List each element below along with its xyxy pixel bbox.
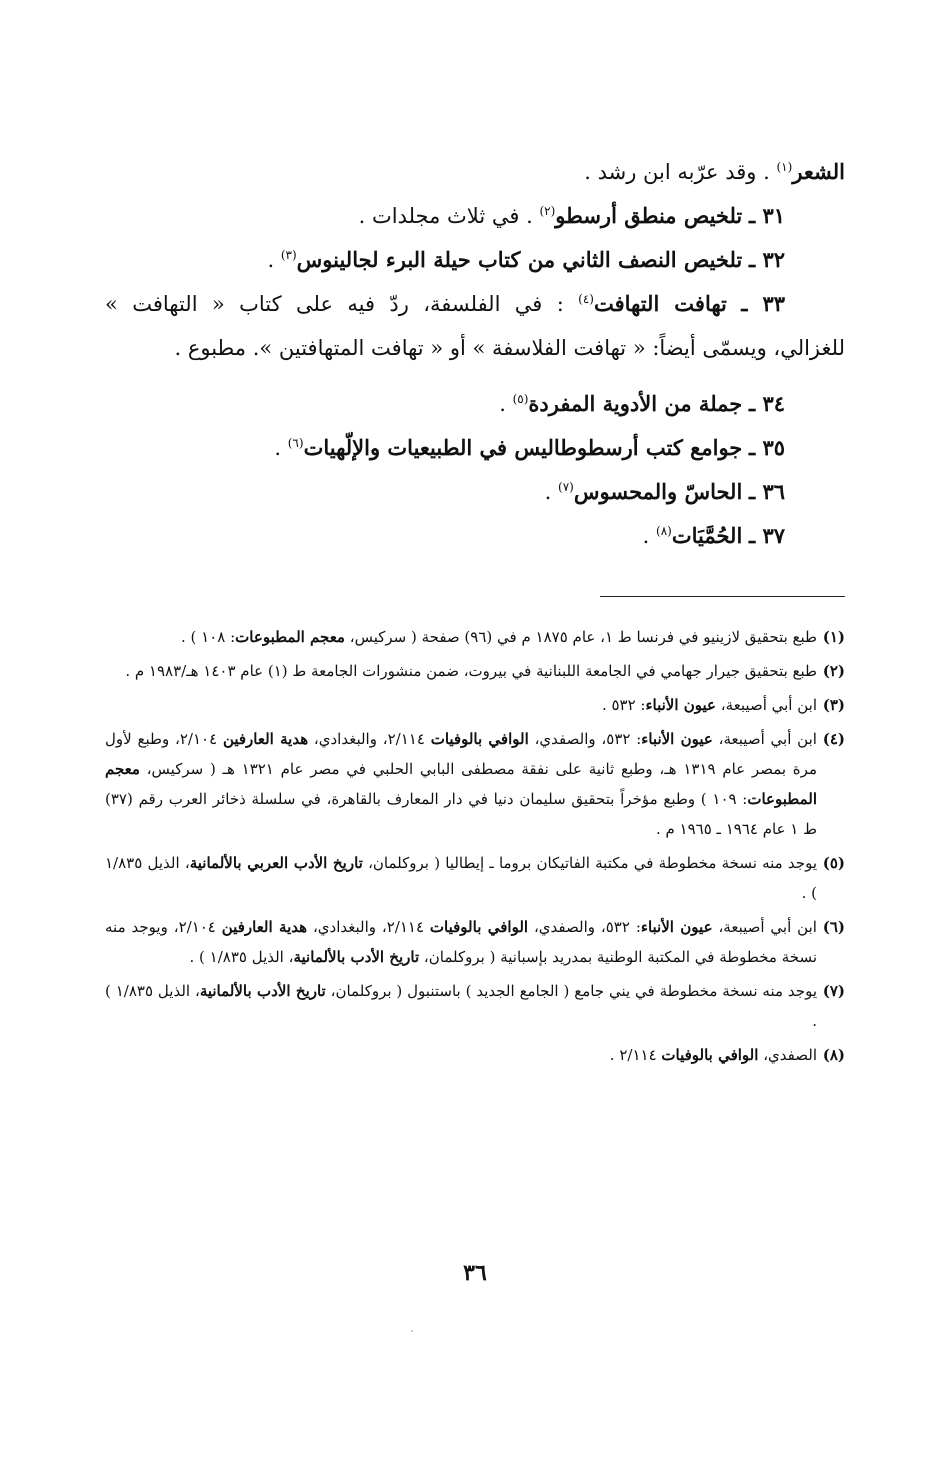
footnote-text xyxy=(105,976,817,1036)
footnote-4-b: عيون الأنباء xyxy=(641,730,713,748)
footnote-number: (٦) xyxy=(822,918,845,936)
entry-36 xyxy=(105,470,845,514)
entry-33-rest: : في الفلسفة، ردّ فيه على كتاب « التهافت » xyxy=(105,292,564,316)
footnote-6 xyxy=(105,912,845,972)
entry-31-rest: . في ثلاث مجلدات . xyxy=(358,204,533,228)
footnote-5-b: تاريخ الأدب العربي بالألمانية xyxy=(189,854,363,872)
entry-35-title: جوامع كتب أرسطوطاليس في الطبيعيات والإلّهيات xyxy=(303,435,743,460)
footnote-1-c: : ١٠٨ ) . xyxy=(181,628,236,646)
footnote-text xyxy=(105,1040,817,1070)
footnote-6-i: ، الذيل ١/٨٣٥ ) . xyxy=(189,948,294,966)
footnote-6-e: ٢/١١٤، والبغدادي، xyxy=(312,918,425,936)
footnote-3-c: : ٥٣٢ . xyxy=(601,696,646,714)
footnote-1-a: طبع بتحقيق لازينيو في فرنسا ط ١، عام ١٨٧٥ م في (٩٦) صفحة ( سركيس، xyxy=(349,628,817,646)
entry-33-title: تهافت التهافت xyxy=(593,291,727,316)
footnote-ref-7: (٧) xyxy=(558,480,574,494)
footnote-6-c: : ٥٣٢، والصفدي، xyxy=(533,918,641,936)
footnote-ref-4: (٤) xyxy=(578,292,594,306)
footnote-4-d: الوافي بالوفيات xyxy=(430,730,529,748)
footnote-6-h: تاريخ الأدب بالألمانية xyxy=(293,948,420,966)
footnote-text xyxy=(105,690,817,720)
footnote-3-a: ابن أبي أصيبعة، xyxy=(720,696,817,714)
entry-36-rest: . xyxy=(544,480,552,504)
entry-33-line2: للغزالي، ويسمّى أيضاً: « تهافت الفلاسفة » أو « تهافت المتهافتين ». مطبوع . xyxy=(174,336,845,360)
entry-33 xyxy=(105,282,845,326)
footnote-number: (٢) xyxy=(822,662,845,680)
entry-35-number: ٣٥ ـ xyxy=(748,435,785,460)
footnote-text xyxy=(105,724,817,844)
footnote-8-a: الصفدي، xyxy=(763,1046,817,1064)
footnote-1-b: معجم المطبوعات xyxy=(235,628,345,646)
entry-31 xyxy=(105,194,845,238)
footnote-ref-1: (١) xyxy=(776,160,793,174)
entry-37-number: ٣٧ ـ xyxy=(748,523,785,548)
footnote-4 xyxy=(105,724,845,844)
scan-speck xyxy=(411,1330,413,1332)
line1-rest: . وقد عرّبه ابن رشد . xyxy=(584,160,770,184)
entry-34-number: ٣٤ ـ xyxy=(748,391,785,416)
entry-34-rest: . xyxy=(499,392,506,416)
footnote-number: (٧) xyxy=(822,982,845,1000)
footnote-4-f: هدية العارفين xyxy=(222,730,309,748)
footnote-8 xyxy=(105,1040,845,1070)
entry-33-continuation xyxy=(105,326,845,370)
entry-31-number: ٣١ ـ xyxy=(748,203,785,228)
footnote-6-b: عيون الأنباء xyxy=(640,918,713,936)
continuation-line xyxy=(105,150,845,194)
footnote-ref-5: (٥) xyxy=(512,392,529,406)
page-number: ٣٦ xyxy=(463,1260,487,1286)
footnote-6-d: الوافي بالوفيات xyxy=(429,918,529,936)
footnotes xyxy=(105,622,845,1074)
footnote-ref-3: (٣) xyxy=(280,248,297,262)
main-text xyxy=(105,150,845,558)
entry-37-title: الحُمَّيَات xyxy=(671,523,743,548)
entry-37 xyxy=(105,514,845,558)
footnote-8-b: الوافي بالوفيات xyxy=(661,1046,759,1064)
footnote-6-a: ابن أبي أصيبعة، xyxy=(718,918,817,936)
footnote-7 xyxy=(105,976,845,1036)
entry-35 xyxy=(105,426,845,470)
footnote-3-b: عيون الأنباء xyxy=(645,696,716,714)
footnote-2-a: طبع بتحقيق جيرار جهامي في الجامعة اللبنانية في بيروت، ضمن منشورات الجامعة ط (١) عام ١٤٠٣ هـ/١٩٨٣ م . xyxy=(125,662,817,680)
footnote-number: (١) xyxy=(822,628,845,646)
footnote-6-g: ٢/١٠٤، ويوجد منه نسخة مخطوطة في المكتبة الوطنية بمدريد بإسبانية ( بروكلمان، xyxy=(105,918,817,966)
footnote-number: (٤) xyxy=(822,730,845,748)
entry-31-title: تلخيص منطق أرسطو xyxy=(555,203,743,228)
footnote-3 xyxy=(105,690,845,720)
footnote-ref-6: (٦) xyxy=(287,436,304,450)
footnote-4-h: معجم المطبوعات xyxy=(105,760,817,808)
footnote-ref-8: (٨) xyxy=(656,524,672,538)
entry-36-title: الحاسّ والمحسوس xyxy=(573,479,743,504)
footnote-8-c: ٢/١١٤ . xyxy=(609,1046,657,1064)
footnote-number: (٣) xyxy=(822,696,845,714)
entry-32-number: ٣٢ ـ xyxy=(748,247,785,272)
footnote-ref-2: (٢) xyxy=(539,204,556,218)
entry-32-title: تلخيص النصف الثاني من كتاب حيلة البرء لجالينوس xyxy=(296,247,743,272)
footnote-separator xyxy=(600,596,845,597)
entry-32 xyxy=(105,238,845,282)
entry-37-rest: . xyxy=(642,524,650,548)
footnote-4-a: ابن أبي أصيبعة، xyxy=(718,730,817,748)
entry-33-number: ٣٣ ـ xyxy=(741,291,785,316)
footnote-text xyxy=(105,912,817,972)
entry-34-title: جملة من الأدوية المفردة xyxy=(528,391,743,416)
entry-32-rest: . xyxy=(267,248,275,272)
footnote-4-e: ٢/١١٤، والبغدادي، xyxy=(313,730,425,748)
entry-34 xyxy=(105,382,845,426)
footnote-7-b: تاريخ الأدب بالألمانية xyxy=(199,982,326,1000)
footnote-text xyxy=(105,656,817,686)
footnote-4-c: : ٥٣٢، والصفدي، xyxy=(534,730,642,748)
entry-35-rest: . xyxy=(274,436,282,460)
footnote-1 xyxy=(105,622,845,652)
footnote-5-c: ، الذيل ١/٨٣٥ ) . xyxy=(105,854,817,902)
footnote-6-f: هدية العارفين xyxy=(221,918,308,936)
footnote-7-c: ، الذيل ١/٨٣٥ ) . xyxy=(105,982,817,1030)
footnote-4-g: ٢/١٠٤، وطبع لأول مرة بمصر عام ١٣١٩ هـ، وطبع ثانية على نفقة مصطفى البابي الحلبي في مصر عام ١٣٢١ هـ ( سركيس، xyxy=(105,730,817,778)
footnote-5-a: يوجد منه نسخة مخطوطة في مكتبة الفاتيكان بروما ـ إيطاليا ( بروكلمان، xyxy=(368,854,817,872)
line1-bold: الشعر xyxy=(792,159,845,184)
footnote-text xyxy=(105,848,817,908)
footnote-4-i: : ١٠٩ ) وطبع مؤخراً بتحقيق سليمان دنيا في دار المعارف بالقاهرة، في سلسلة ذخائر العرب رقم (٣٧) ط ١ عام ١٩٦٤ ـ ١٩٦٥ م . xyxy=(105,790,817,838)
footnote-5 xyxy=(105,848,845,908)
entry-36-number: ٣٦ ـ xyxy=(748,479,785,504)
footnote-2 xyxy=(105,656,845,686)
footnote-text xyxy=(105,622,817,652)
footnote-7-a: يوجد منه نسخة مخطوطة في يني جامع ( الجامع الجديد ) باستنبول ( بروكلمان، xyxy=(330,982,817,1000)
footnote-number: (٨) xyxy=(822,1046,845,1064)
footnote-number: (٥) xyxy=(822,854,845,872)
